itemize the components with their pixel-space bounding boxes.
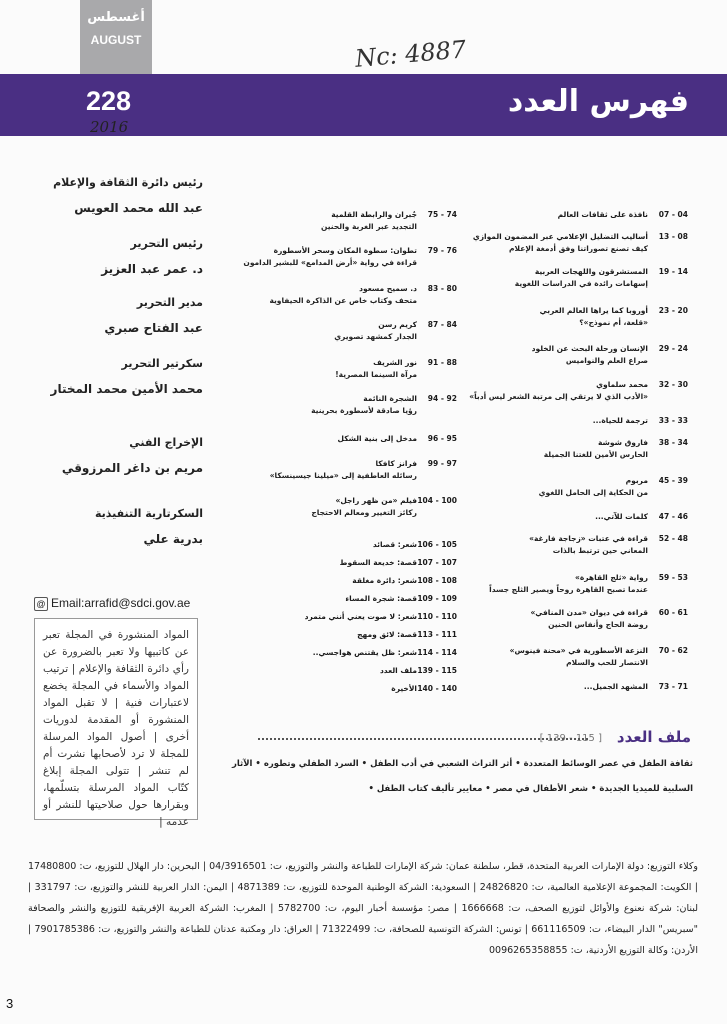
toc-subtitle: ركائز التغيير ومعالم الاحتجاج [311,508,417,517]
email-icon: @ [34,597,48,611]
toc-page-range: 19 - 14 [658,267,688,276]
toc-subtitle: صراع العلم والنواميس [565,356,648,365]
page-title: فهرس العدد [507,84,689,119]
toc-title: شعر: دائرة مغلقة [352,576,417,585]
toc-page-range: 59 - 53 [658,573,688,582]
staff-name: عبد الله محمد العويس [74,201,203,215]
toc-subtitle: الجدار كمشهد تصويري [334,332,417,341]
month-english: AUGUST [90,33,142,47]
staff-entry [13,176,203,215]
toc-subtitle: التجديد عبر الغربة والحنين [321,222,417,231]
disclaimer-box: المواد المنشورة في المجلة تعبر عن كاتبيها ولا تعبر بالضرورة عن رأي دائرة الثقافة والإعلام | ترتيب المواد والأسماء في المجلة يخضع لاعتبارات فنية | لا تقبل المواد المنشورة أو المقدمة لدوريات أخرى | أصول المواد المرسلة للمجلة لا ترد لأصحابها نشرت أم لم تنشر | تتولى المجلة إبلاغ كتّاب المواد المرسلة بتسلّمها، وبقرارها حول صلاحيتها للنشر أو عدمه | [34,618,198,820]
toc-page-range: 91 - 88 [427,358,457,367]
toc-subtitle: مرآة السينما المصرية! [335,370,417,379]
toc-title: فيلم «من ظهر راجل» [335,496,417,505]
toc-title: نافذة على ثقافات العالم [557,210,648,219]
toc-page-range: 32 - 30 [658,380,688,389]
staff-entry [13,436,203,475]
toc-title: نور الشريف [373,358,417,367]
toc-title: أوروبا كما يراها العالم العربي [539,306,648,315]
toc-title: المستشرقون واللهجات العربية [534,267,648,276]
toc-subtitle: «قلعة، أم نموذج»؟ [579,318,648,327]
page-number: 3 [6,996,14,1011]
toc-title: النزعة الأسطورية في «محنة فينوس» [509,646,648,655]
toc-page-range: 70 - 62 [658,646,688,655]
toc-subtitle: متحف وكتاب خاص عن الذاكرة الحيفاوية [269,296,417,305]
distribution-agents: وكلاء التوزيع: دولة الإمارات العربية المتحدة، قطر، سلطنة عمان: شركة الإمارات للطباعة والنشر والتوزيع، ت: 04/3916501 | البحرين: دار الهلال للتوزيع، ت: 17480800 | الكويت: المجموعة الإعلامية العالمية، ت: 24826820 | السعودية: الشركة الوطنية الموحدة للتوزيع، ت: 4871389 | اليمن: الدار العربية للنشر والتوزيع، ت: 331797 | لبنان: شركة نعنوع والأوائل لتوزيع الصحف، ت: 1666668 | مصر: مؤسسة أخبار اليوم، ت: 5782700 | المغرب: الشركة العربية الإفريقية للتوزيع والنشر والصحافة "سبريس" الدار البيضاء، ت: 661116509 | تونس: الشركة التونسية للصحافة، ت: 71322499 | العراق: دار ومكتبة عدنان للطباعة والنشر والتوزيع، ت: 7901785386 | الأردن: وكالة التوزيع الأردنية، ت: 0096265358855 [28,861,698,956]
toc-page-range: 79 - 76 [427,246,457,255]
toc-title: المشهد الجميل... [583,682,648,691]
toc-title: كريم رسن [378,320,417,329]
toc-page-range: 38 - 34 [658,438,688,447]
toc-title: الإنسان ورحلة البحث عن الخلود [531,344,648,353]
toc-page-range: 108 - 108 [417,576,457,585]
email-line[interactable] [34,596,190,611]
toc-title: فرانز كافكا [375,459,417,468]
toc-page-range: 94 - 92 [427,394,457,403]
toc-page-range: 73 - 71 [658,682,688,691]
staff-entry [13,296,203,335]
toc-subtitle: قراءة في رواية «أرض المدامع» للبشير الدامون [243,258,417,267]
toc-title: كلمات للآتي... [595,512,648,521]
toc-page-range: 140 - 140 [417,684,457,693]
toc-page-range: 13 - 08 [658,232,688,241]
staff-name: د. عمر عبد العزيز [101,262,203,276]
toc-subtitle: الحارس الأمين للغتنا الجميلة [543,450,648,459]
toc-title: د. سميح مسعود [359,284,417,293]
toc-subtitle: المعاني حين ترتبط بالذات [552,546,648,555]
toc-right-column [470,210,688,700]
staff-name: عبد الفتاح صبري [104,321,203,335]
staff-name: بدرية علي [143,532,203,546]
toc-subtitle: رسائله العاطفية إلى «ميلينا جيسينسكا» [269,471,417,480]
toc-title: قراءة في عتبات «زجاجة فارغة» [529,534,648,543]
toc-title: شعر: قصائد [372,540,417,549]
toc-title: ترجمة للحياة... [592,416,648,425]
file-range: [ 115 - 139 ] [539,733,602,744]
toc-page-range: 75 - 74 [427,210,457,219]
staff-role: سكرتير التحرير [121,357,203,370]
toc-page-range: 33 - 33 [658,416,688,425]
file-topics-line-1: ثقافة الطفل في عصر الوسائط المتعددة • أثر التراث الشعبي في أدب الطفل • السرد الطفلي وتطوره • الآثار [231,759,693,769]
handwritten-year: 2016 [90,118,129,136]
toc-subtitle: عندما تصبح القاهرة روحاً ويصير الثلج جسداً [489,585,648,594]
toc-page-range: 99 - 97 [427,459,457,468]
toc-title: رواية «ثلج القاهرة» [574,573,648,582]
toc-title: قصة: شجرة المساء [345,594,417,603]
toc-page-range: 60 - 61 [658,608,688,617]
toc-subtitle: روضة الحاج وأنفاس الحنين [548,620,648,629]
toc-page-range: 29 - 24 [658,344,688,353]
staff-entry [13,237,203,276]
toc-subtitle: «الأدب الذي لا يرتقي إلى مرتبة الشعر ليس أدباً» [469,392,648,401]
toc-page-range: 52 - 48 [658,534,688,543]
toc-title: فاروق شوشة [597,438,648,447]
staff-role: السكرتارية التنفيذية [94,507,203,520]
toc-page-range: 104 - 100 [417,496,457,505]
toc-subtitle: الانتصار للحب والسلام [566,658,648,667]
toc-title: شعر: لا صوت يعني أنني متمرد [304,612,417,621]
staff-role: رئيس التحرير [130,237,203,250]
staff-role: مدير التحرير [136,296,203,309]
toc-title: ملف العدد [379,666,417,675]
toc-subtitle: رؤيا صادقة لأسطورة بحرينية [311,406,417,415]
toc-title: شعر: ظل يقتنص هواجسي.. [312,648,417,657]
toc-page-range: 139 - 115 [417,666,457,675]
month-box [80,0,152,74]
toc-page-range: 110 - 110 [417,612,457,621]
toc-title: مربوم [625,476,648,485]
toc-subtitle: إسهامات رائدة في الدراسات اللغوية [514,279,648,288]
toc-title: قراءة في ديوان «مدن المنافي» [530,608,648,617]
staff-entry [13,357,203,396]
toc-title: الأخيرة [391,684,417,693]
staff-entry [13,507,203,546]
toc-title: أساليب التضليل الإعلامي عبر المضمون الموازي [472,232,648,241]
toc-title: مدخل إلى بنية الشكل [337,434,417,443]
toc-title: محمد سلماوي [596,380,648,389]
toc-subtitle: كيف تصنع تصوراتنا وفق أدمغة الإعلام [509,244,648,253]
toc-page-range: 45 - 39 [658,476,688,485]
toc-title: تطوان: سطوة المكان وسحر الأسطورة [273,246,417,255]
file-topics-line-2: السلبية للميديا الجديدة • شعر الأطفال في مصر • معايير تأليف كتاب الطفل • [368,784,693,794]
toc-page-range: 07 - 04 [658,210,688,219]
toc-title: قصة: خديعة السقوط [339,558,417,567]
toc-page-range: 107 - 107 [417,558,457,567]
toc-middle-column [225,210,457,700]
toc-page-range: 113 - 111 [417,630,457,639]
file-heading: ملف العدد [616,728,691,746]
toc-page-range: 87 - 84 [427,320,457,329]
toc-page-range: 109 - 109 [417,594,457,603]
toc-title: الشجرة النائمة [363,394,417,403]
toc-page-range: 106 - 105 [417,540,457,549]
staff-role: رئيس دائرة الثقافة والإعلام [53,176,203,189]
staff-name: مريم بن داغر المرزوقي [61,461,203,475]
handwritten-code: Nc: 4887 [353,35,468,73]
issue-number: 228 [86,86,132,116]
toc-page-range: 96 - 95 [427,434,457,443]
email-text: Email:arrafid@sdci.gov.ae [51,596,191,610]
file-dotted-rule [258,738,588,740]
staff-role: الإخراج الفني [129,436,203,449]
toc-page-range: 47 - 46 [658,512,688,521]
staff-name: محمد الأمين محمد المختار [50,382,203,396]
toc-title: جُبران والرابطة القلمية [331,210,417,219]
month-arabic: أغسطس [87,10,145,25]
toc-page-range: 114 - 114 [417,648,457,657]
toc-title: قصة: لائق ومهج [357,630,417,639]
toc-subtitle: من الحكاية إلى الحامل اللغوي [538,488,648,497]
toc-page-range: 23 - 20 [658,306,688,315]
toc-page-range: 83 - 80 [427,284,457,293]
